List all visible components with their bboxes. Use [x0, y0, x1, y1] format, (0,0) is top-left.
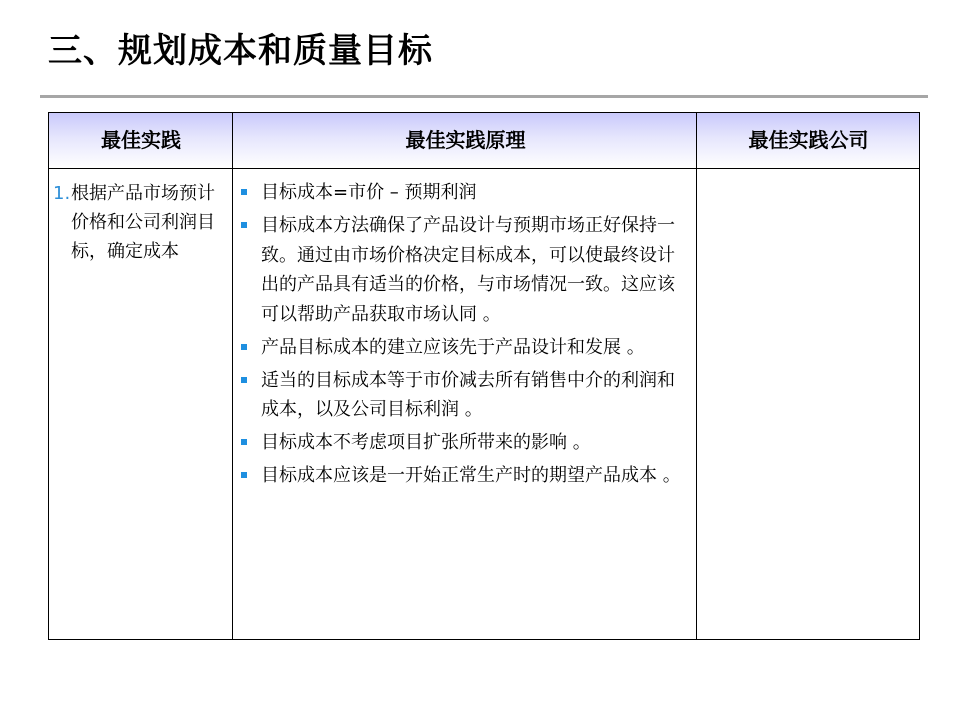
principle-bullet [241, 366, 689, 425]
practice-number: 1. [53, 183, 71, 204]
square-bullet-icon [241, 222, 247, 228]
square-bullet-icon [241, 377, 247, 383]
principle-bullet [241, 333, 689, 363]
header-best-practice: 最佳实践 [101, 128, 181, 152]
principle-bullet [241, 428, 689, 458]
square-bullet-icon [241, 439, 247, 445]
column-divider [696, 113, 697, 639]
title-divider [40, 95, 928, 98]
principle-bullet-text: 产品目标成本的建立应该先于产品设计和发展 。 [261, 336, 645, 358]
principle-bullet [241, 178, 689, 208]
column-divider [232, 113, 233, 639]
square-bullet-icon [241, 472, 247, 478]
header-best-practice-principle: 最佳实践原理 [405, 128, 526, 152]
principle-bullet [241, 461, 689, 491]
square-bullet-icon [241, 344, 247, 350]
practice-item [53, 179, 229, 266]
table-header-row [49, 113, 919, 169]
principle-bullet-text: 目标成本应该是一开始正常生产时的期望产品成本 。 [261, 465, 681, 486]
practice-text: 根据产品市场预计价格和公司利润目标，确定成本 [71, 183, 215, 262]
principle-bullet [241, 211, 689, 329]
principle-bullet-text: 目标成本=市价 – 预期利润 [261, 182, 477, 203]
slide-title: 三、规划成本和质量目标 [48, 31, 433, 71]
best-practice-table [48, 112, 920, 640]
principle-bullet-text: 目标成本方法确保了产品设计与预期市场正好保持一致。通过由市场价格决定目标成本，可以使最终设计出的产品具有适当的价格，与市场情况一致。这应该可以帮助产品获取市场认同 。 [261, 215, 675, 325]
principle-cell [241, 178, 689, 494]
principle-bullet-text: 适当的目标成本等于市价减去所有销售中介的利润和成本，以及公司目标利润 。 [261, 369, 675, 420]
header-best-practice-company: 最佳实践公司 [748, 128, 869, 152]
square-bullet-icon [241, 189, 247, 195]
practice-cell [53, 179, 229, 266]
principle-bullet-text: 目标成本不考虑项目扩张所带来的影响 。 [261, 432, 591, 453]
principle-bullet-list [241, 178, 689, 491]
